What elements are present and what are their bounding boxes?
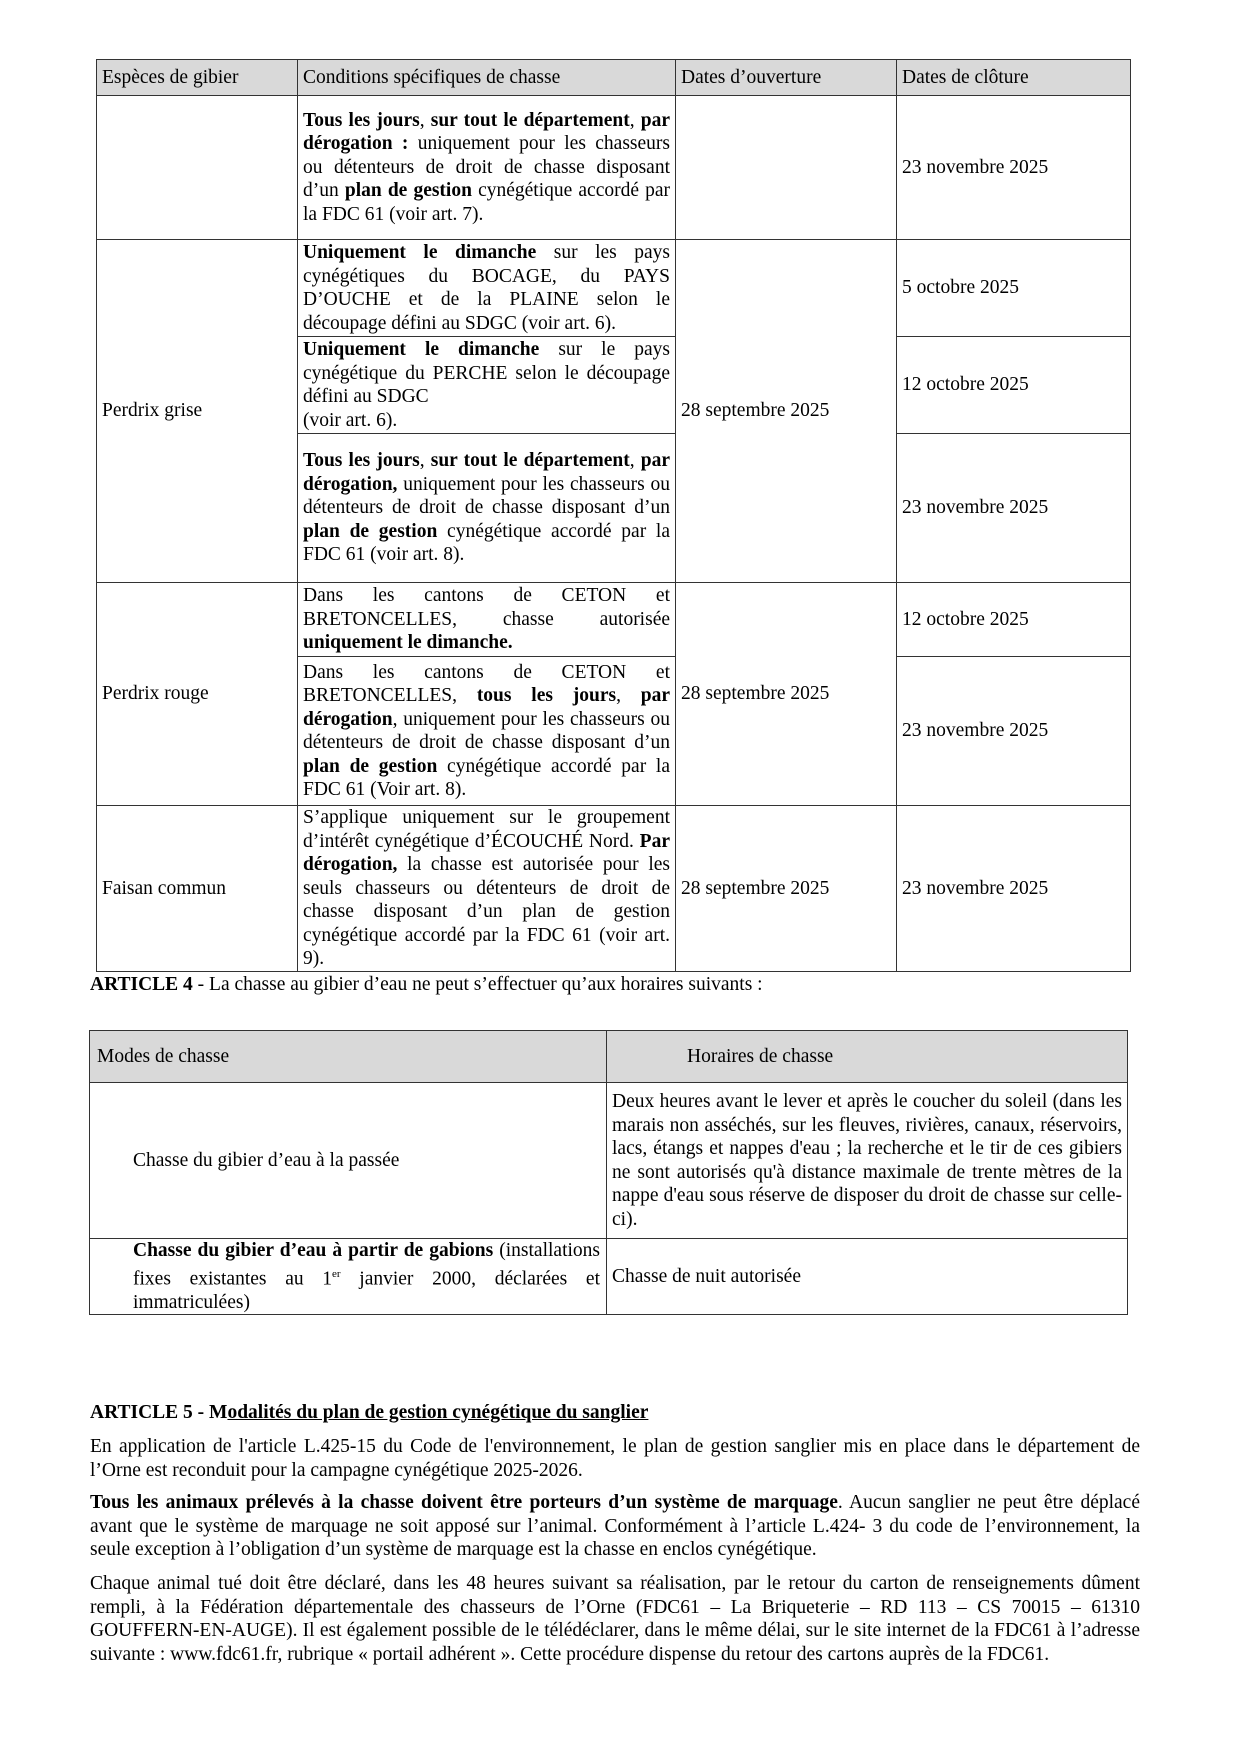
bold-text: sur tout le département: [430, 109, 630, 131]
condition-cell: Tous les jours, sur tout le département, par dérogation : uniquement pour les chasseurs ou détenteurs de droit de chasse disposant d’un plan de gestion cynégétique accordé par la FDC 61 (voir art. 7).: [298, 96, 676, 240]
bold-text: tous les jours: [476, 685, 617, 706]
table-row: [97, 583, 1131, 657]
hunting-dates-table: [96, 59, 1131, 972]
species-cell: Perdrix grise: [97, 240, 298, 583]
header-modes: Modes de chasse: [90, 1031, 607, 1083]
opening-cell: [676, 96, 897, 240]
article-5-sep: - M: [192, 1402, 228, 1423]
article-5-paragraph-2: [90, 1491, 1140, 1562]
article-4-intro: [90, 973, 1140, 997]
mode-cell: Chasse du gibier d’eau à la passée: [90, 1083, 607, 1239]
header-opening: Dates d’ouverture: [676, 60, 897, 96]
bold-text: Tous les jours: [303, 109, 420, 131]
bold-text: sur tout le département: [430, 450, 630, 472]
table-row: [97, 240, 1131, 337]
bold-text: par dérogation :: [303, 109, 670, 155]
article-5-heading: [90, 1401, 1140, 1425]
table-row: [90, 1239, 1128, 1315]
article-5-label: ARTICLE 5: [90, 1402, 193, 1423]
closing-cell: 23 novembre 2025: [897, 434, 1131, 583]
hours-cell: Chasse de nuit autorisée: [607, 1239, 1128, 1315]
header-conditions: Conditions spécifiques de chasse: [298, 60, 676, 96]
table-row: [97, 806, 1131, 972]
bold-text: par dérogation,: [303, 450, 670, 495]
mode-cell: Chasse du gibier d’eau à partir de gabions (installations fixes existantes au 1er janvier 2000, déclarées et immatriculées): [90, 1239, 607, 1315]
table-row: [90, 1083, 1128, 1239]
marking-details: . Aucun sanglier ne peut être déplacé avant que le système de marquage ne soit apposé sur l’animal. Conformément à l’article L.424- 3 du code de l’environnement, la seule exception à l’obligation d’un système de marquage est la chasse en enclos cynégétique.: [90, 1492, 1140, 1560]
condition-cell: S’applique uniquement sur le groupement d’intérêt cynégétique d’ÉCOUCHÉ Nord. Par dérogation, la chasse est autorisée pour les seuls chasseurs ou détenteurs de droit de chasse disposant d’un plan de gestion cynégétique accordé par la FDC 61 (voir art. 9).: [298, 806, 676, 972]
closing-cell: 12 octobre 2025: [897, 583, 1131, 657]
opening-cell: 28 septembre 2025: [676, 240, 897, 583]
marking-requirement: Tous les animaux prélevés à la chasse doivent être porteurs d’un système de marquage: [90, 1492, 838, 1513]
article-5-title: odalités du plan de gestion cynégétique du sanglier: [227, 1402, 649, 1423]
header-closing: Dates de clôture: [897, 60, 1131, 96]
hours-cell: Deux heures avant le lever et après le coucher du soleil (dans les marais non asséchés, sur les fleuves, rivières, canaux, réservoirs, lacs, étangs et nappes d'eau ; la recherche et le tir de ces gibiers ne sont autorisés qu'à distance maximale de trente mètres de la nappe d'eau sous réserve de disposer du droit de chasse sur celle-ci).: [607, 1083, 1128, 1239]
closing-cell: 23 novembre 2025: [897, 806, 1131, 972]
closing-cell: 12 octobre 2025: [897, 337, 1131, 434]
bold-text: plan de gestion: [344, 180, 472, 202]
article-5-paragraph-3: Chaque animal tué doit être déclaré, dans les 48 heures suivant sa réalisation, par le retour du carton de renseignements dûment rempli, à la Fédération départementale des chasseurs de l’Orne (FDC61 – La Briqueterie – RD 113 – CS 70015 – 61310 GOUFFERN-EN-AUGE). Il est également possible de le télédéclarer, dans le même délai, sur le site internet de la FDC61 à l’adresse suivante : www.fdc61.fr, rubrique « portail adhérent ». Cette procédure dispense du retour des cartons auprès de la FDC61.: [90, 1573, 1140, 1665]
opening-cell: 28 septembre 2025: [676, 806, 897, 972]
bold-text: Chasse du gibier d’eau à partir de gabions: [133, 1240, 494, 1261]
bold-text: plan de gestion: [303, 755, 438, 777]
condition-cell: Uniquement le dimanche sur les pays cynégétiques du BOCAGE, du PAYS D’OUCHE et de la PLAINE selon le découpage défini au SDGC (voir art. 6).: [298, 240, 676, 337]
article-4-text: - La chasse au gibier d’eau ne peut s’effectuer qu’aux horaires suivants :: [192, 974, 763, 995]
opening-cell: 28 septembre 2025: [676, 583, 897, 806]
bold-text: Par dérogation,: [303, 830, 670, 875]
header-hours: Horaires de chasse: [607, 1031, 1128, 1083]
closing-cell: 23 novembre 2025: [897, 657, 1131, 806]
bold-text: par dérogation: [303, 685, 670, 730]
article-5-paragraph-1: En application de l'article L.425-15 du Code de l'environnement, le plan de gestion sanglier mis en place dans le département de l’Orne est reconduit pour la campagne cynégétique 2025-2026.: [90, 1436, 1140, 1481]
condition-cell: Dans les cantons de CETON et BRETONCELLES, tous les jours, par dérogation, uniquement pour les chasseurs ou détenteurs de droit de chasse disposant d’un plan de gestion cynégétique accordé par la FDC 61 (Voir art. 8).: [298, 657, 676, 806]
table-header-row: [90, 1031, 1128, 1083]
closing-cell: 23 novembre 2025: [897, 96, 1131, 240]
header-species: Espèces de gibier: [97, 60, 298, 96]
superscript-text: er: [332, 1267, 341, 1280]
species-cell: Perdrix rouge: [97, 583, 298, 806]
article-4-label: ARTICLE 4: [90, 974, 193, 995]
condition-cell: Dans les cantons de CETON et BRETONCELLES, chasse autorisée uniquement le dimanche.: [298, 583, 676, 657]
species-cell: [97, 96, 298, 240]
condition-cell: Uniquement le dimanche sur le pays cynégétique du PERCHE selon le découpage défini au SDGC (voir art. 6).: [298, 337, 676, 434]
closing-cell: 5 octobre 2025: [897, 240, 1131, 337]
table-row: [97, 96, 1131, 240]
waterfowl-hours-table: [89, 1030, 1128, 1315]
bold-text: Uniquement le dimanche: [303, 242, 537, 263]
bold-text: Uniquement le dimanche: [303, 339, 540, 360]
species-cell: Faisan commun: [97, 806, 298, 972]
table-header-row: [97, 60, 1131, 96]
bold-text: Tous les jours: [303, 450, 420, 472]
condition-cell: Tous les jours, sur tout le département, par dérogation, uniquement pour les chasseurs ou détenteurs de droit de chasse disposant d’un plan de gestion cynégétique accordé par la FDC 61 (voir art. 8).: [298, 434, 676, 583]
bold-text: plan de gestion: [303, 520, 438, 542]
bold-text: uniquement le dimanche.: [303, 632, 513, 654]
